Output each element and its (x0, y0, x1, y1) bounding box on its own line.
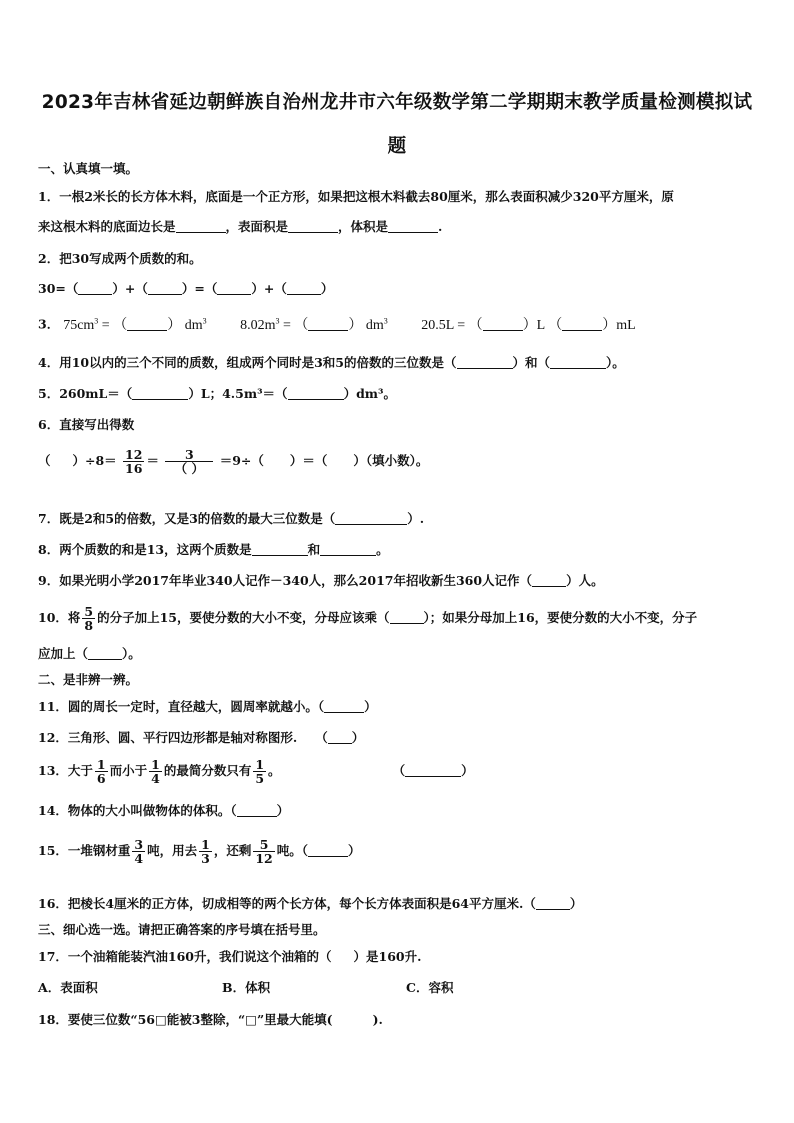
answer-blank (483, 317, 523, 331)
option-b: B．体积 (222, 980, 271, 995)
fraction-1-4: $\frac{1}{4}$ (151, 757, 160, 787)
q2-end: ） (320, 281, 334, 296)
q13-text-d: 。 (268, 763, 281, 779)
question-1-text-c: ，表面积是 (225, 219, 289, 234)
answer-blank (132, 386, 188, 400)
fraction-5-12: $\frac{5}{12}$ (255, 837, 273, 867)
question-18 (38, 1012, 756, 1027)
q6-tail-c: ）（填小数）。 (353, 453, 429, 469)
q14-text-a: 14．物体的大小叫做物体的体积。（ (38, 803, 237, 818)
answer-blank (388, 219, 438, 233)
q3-part2: $8.02m^3$ = （ ） $dm^3$ (240, 316, 388, 333)
q10-text-d: 应加上（ (38, 646, 89, 661)
section-heading-1: 一、认真填一填。 (38, 161, 139, 176)
q3-part3: 20.5L = （ ）L （ ）mL (421, 317, 636, 333)
answer-blank (324, 699, 364, 713)
q11-text-a: 11．圆的周长一定时，直径越大，圆周率就越小。（ (38, 699, 325, 714)
q15-text-e: ） (348, 843, 361, 859)
question-10-line1 (38, 605, 756, 632)
answer-blank (288, 219, 338, 233)
q13-text-c: 的最简分数只有 (163, 763, 252, 779)
answer-blank (78, 281, 112, 295)
q12-text-b: （ (315, 730, 328, 745)
q16-text-a: 16．把棱长4厘米的正方体，切成相等的两个长方体，每个长方体表面积是64平方厘米.（ (38, 896, 536, 911)
answer-blank (308, 317, 348, 331)
section-heading-2: 二、是非辨一辨。 (38, 672, 139, 687)
q7-text-b: ）. (407, 511, 425, 526)
q13-text-e: （ (392, 763, 406, 779)
q5-text-a: 5．260mL＝（ (38, 386, 133, 401)
q6-tail-a: ＝9÷（ (219, 453, 264, 469)
q10-text-a: 10．将 (38, 610, 81, 626)
q18-text-a: 18．要使三位数“56□能被3整除，“□”里最大能填( (38, 1012, 333, 1027)
question-2-equation (38, 281, 756, 296)
page-title-line1: 2023年吉林省延边朝鲜族自治州龙井市六年级数学第二学期期末教学质量检测模拟试 (41, 92, 753, 113)
q7-text-a: 7．既是2和5的倍数，又是3的倍数的最大三位数是（ (38, 511, 336, 526)
q5-text-b: ）L；4.5m³＝（ (188, 386, 288, 401)
q6-lp: （ (38, 453, 51, 469)
q11-text-b: ） (364, 699, 377, 714)
fraction-1-3: $\frac{1}{3}$ (201, 837, 210, 867)
answer-blank (335, 511, 407, 525)
question-9 (38, 573, 756, 588)
answer-blank (320, 542, 376, 556)
q9-text-a: 9．如果光明小学2017年毕业340人记作－340人，那么2017年招收新生360人记作（ (38, 573, 533, 588)
answer-blank (217, 281, 251, 295)
answer-blank (252, 542, 308, 556)
q10-text-c: ）；如果分母加上16，要使分数的大小不变，分子 (423, 610, 698, 626)
q14-text-b: ） (276, 803, 290, 818)
question-17 (38, 949, 756, 964)
q9-text-b: ）人。 (566, 573, 604, 588)
q15-text-a: 15．一堆钢材重 (38, 843, 131, 859)
question-6: 6．直接写出得数 (38, 417, 135, 432)
question-8 (38, 542, 756, 557)
q17-text-b: ）是160升. (353, 949, 422, 964)
question-12 (38, 730, 756, 745)
answer-blank (237, 803, 277, 817)
q4-text-c: ）。 (606, 355, 625, 370)
q3-part1: $75cm^3$ = （ ） $dm^3$ (63, 316, 207, 333)
q13-text-a: 13．大于 (38, 763, 93, 779)
option-c: C．容积 (406, 980, 454, 995)
q6-div: ）÷8＝ (72, 453, 117, 469)
question-11 (38, 699, 756, 714)
question-6-equation (38, 448, 756, 475)
question-5 (38, 386, 756, 401)
question-1-line1: 1．一根2米长的长方体木料，底面是一个正方形，如果把这根木料截去80厘米，那么表面积减少320平方厘米，原 (38, 189, 674, 204)
q2-eqmid: ）=（ (181, 281, 218, 296)
question-13 (38, 758, 756, 785)
q10-text-b: 的分子加上15，要使分数的大小不变，分母应该乘（ (97, 610, 390, 626)
fraction-1-5: $\frac{1}{5}$ (255, 757, 265, 787)
q10-text-e: ）。 (122, 646, 141, 661)
question-17-options (38, 980, 756, 995)
question-10-line2 (38, 646, 756, 661)
question-1-text-d: ，体积是 (338, 219, 389, 234)
question-2: 2．把30写成两个质数的和。 (38, 251, 202, 266)
q2-plus-1: ）+（ (112, 281, 148, 296)
question-1-text-e: . (438, 219, 443, 234)
answer-blank (288, 386, 344, 400)
section-heading-3: 三、细心选一选。请把正确答案的序号填在括号里。 (38, 922, 326, 937)
q15-text-b: 吨，用去 (147, 843, 198, 859)
page-title-line2: 题 (387, 136, 407, 157)
q13-text-f: ） (461, 763, 474, 779)
q8-text-c: 。 (376, 542, 389, 557)
question-14 (38, 803, 756, 818)
q17-text-a: 17．一个油箱能装汽油160升，我们说这个油箱的（ (38, 949, 332, 964)
q15-text-c: ，还剩 (213, 843, 252, 859)
question-7 (38, 511, 756, 526)
fraction-3-4: $\frac{3}{4}$ (134, 837, 144, 867)
fraction-5-8: $\frac{5}{8}$ (84, 604, 94, 634)
q2-plus-2: ）+（ (251, 281, 287, 296)
q5-text-c: ）dm³。 (343, 386, 397, 401)
fraction-1-6: $\frac{1}{6}$ (96, 757, 106, 787)
answer-blank (308, 843, 348, 857)
question-4 (38, 355, 756, 370)
fraction-12-16: $\frac{12}{16}$ (125, 447, 143, 477)
answer-blank (536, 896, 570, 910)
answer-blank (390, 610, 424, 624)
answer-blank (148, 281, 182, 295)
answer-blank (562, 317, 602, 331)
q15-text-d: 吨。（ (276, 843, 309, 859)
answer-blank (550, 355, 606, 369)
q13-text-b: 而小于 (109, 763, 148, 779)
question-3 (38, 316, 756, 334)
question-1-line2 (38, 219, 756, 234)
q8-text-a: 8．两个质数的和是13，这两个质数是 (38, 542, 252, 557)
q16-text-b: ） (569, 896, 583, 911)
option-a: A．表面积 (38, 980, 98, 995)
answer-blank (127, 317, 167, 331)
q3-num: 3． (38, 316, 60, 332)
q6-eq: ＝ (146, 453, 159, 469)
q8-text-b: 和 (307, 542, 321, 557)
q12-text-c: ） (351, 730, 365, 745)
question-1-text-b: 来这根木料的底面边长是 (38, 219, 176, 234)
fraction-3-blank: $\frac{3}{( )}$ (165, 448, 213, 475)
q12-text-a: 12．三角形、圆、平行四边形都是轴对称图形. (38, 730, 298, 745)
answer-blank (532, 573, 566, 587)
q18-text-b: ). (372, 1012, 383, 1027)
answer-blank (88, 646, 122, 660)
question-15 (38, 838, 756, 865)
answer-blank (457, 355, 513, 369)
answer-blank (176, 219, 226, 233)
q4-text-b: ）和（ (512, 355, 551, 370)
answer-blank (405, 763, 461, 777)
answer-blank (287, 281, 321, 295)
q4-text-a: 4．用10以内的三个不同的质数，组成两个同时是3和5的倍数的三位数是（ (38, 355, 457, 370)
question-16 (38, 896, 756, 911)
q2-eq-start: 30=（ (38, 281, 79, 296)
answer-blank (328, 730, 352, 744)
q6-tail-b: ）＝（ (289, 453, 328, 469)
